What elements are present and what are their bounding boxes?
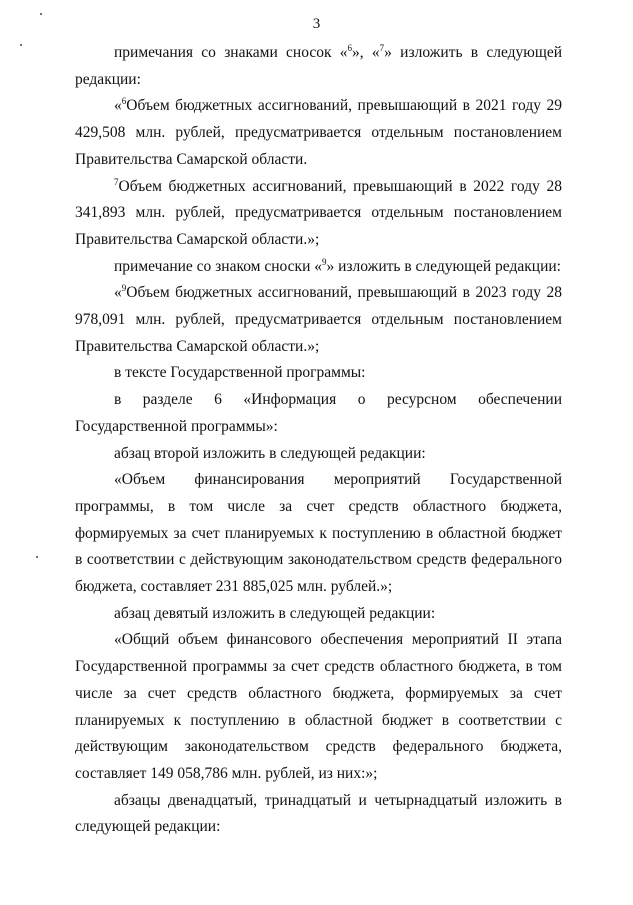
text-run: » изложить в следующей редакции: bbox=[75, 44, 562, 88]
paragraph bbox=[75, 93, 562, 173]
text-run: «Объем финансирования мероприятий Государственной программы, в том числе за счет средств областного бюджета, формируемых за счет планируемых к поступлению в областной бюджет в соответствии с действующим законодательством средств федерального бюджета, составляет 231 885,025 млн. рублей.»; bbox=[75, 471, 562, 596]
paragraph bbox=[75, 788, 562, 841]
text-run: «Общий объем финансового обеспечения мероприятий II этапа Государственной программы за счет средств областного бюджета, в том числе за счет средств областного бюджета, формируемых за счет планируемых к поступлению в областной бюджет в соответствии с действующим законодательством средств федерального бюджета, составляет 149 058,786 млн. рублей, из них:»; bbox=[75, 631, 562, 782]
text-run: « bbox=[114, 284, 122, 302]
paragraph bbox=[75, 280, 562, 360]
document-body bbox=[75, 40, 562, 841]
page-number: 3 bbox=[312, 16, 321, 32]
paragraph bbox=[75, 441, 562, 468]
text-run: Объем бюджетных ассигнований, превышающий в 2021 году 29 429,508 млн. рублей, предусматривается отдельным постановлением Правительства Самарской области. bbox=[75, 97, 562, 168]
text-run: » изложить в следующей редакции: bbox=[326, 257, 561, 275]
scan-speck bbox=[36, 556, 38, 558]
paragraph bbox=[75, 360, 562, 387]
text-run: Объем бюджетных ассигнований, превышающий в 2023 году 28 978,091 млн. рублей, предусматривается отдельным постановлением Правительства Самарской области.»; bbox=[75, 284, 562, 355]
scan-speck bbox=[40, 13, 42, 15]
text-run: абзац девятый изложить в следующей редакции: bbox=[114, 604, 436, 622]
paragraph bbox=[75, 174, 562, 254]
text-run: Объем бюджетных ассигнований, превышающий в 2022 году 28 341,893 млн. рублей, предусматривается отдельным постановлением Правительства Самарской области.»; bbox=[75, 177, 562, 248]
footnote-marker: 9 bbox=[322, 256, 327, 267]
paragraph bbox=[75, 254, 562, 281]
footnote-marker: 7 bbox=[379, 43, 385, 53]
text-run: « bbox=[114, 97, 122, 115]
footnote-marker: 9 bbox=[121, 283, 127, 294]
text-run: », « bbox=[352, 44, 380, 61]
scan-speck bbox=[20, 44, 22, 46]
text-run: примечание со знаком сноски « bbox=[114, 257, 322, 275]
footnote-marker: 6 bbox=[121, 96, 127, 107]
paragraph bbox=[75, 627, 562, 787]
paragraph bbox=[75, 601, 562, 628]
text-run: в разделе 6 «Информация о ресурсном обеспечении Государственной программы»: bbox=[75, 391, 562, 435]
paragraph bbox=[75, 40, 562, 93]
paragraph bbox=[75, 387, 562, 440]
footnote-marker: 6 bbox=[347, 43, 353, 53]
text-run: абзац второй изложить в следующей редакции: bbox=[114, 444, 426, 462]
footnote-marker: 7 bbox=[114, 176, 119, 187]
paragraph bbox=[75, 467, 562, 601]
text-run: абзацы двенадцатый, тринадцатый и четырнадцатый изложить в следующей редакции: bbox=[75, 791, 562, 836]
text-run: примечания со знаками сносок « bbox=[114, 44, 348, 61]
text-run: в тексте Государственной программы: bbox=[114, 364, 366, 382]
